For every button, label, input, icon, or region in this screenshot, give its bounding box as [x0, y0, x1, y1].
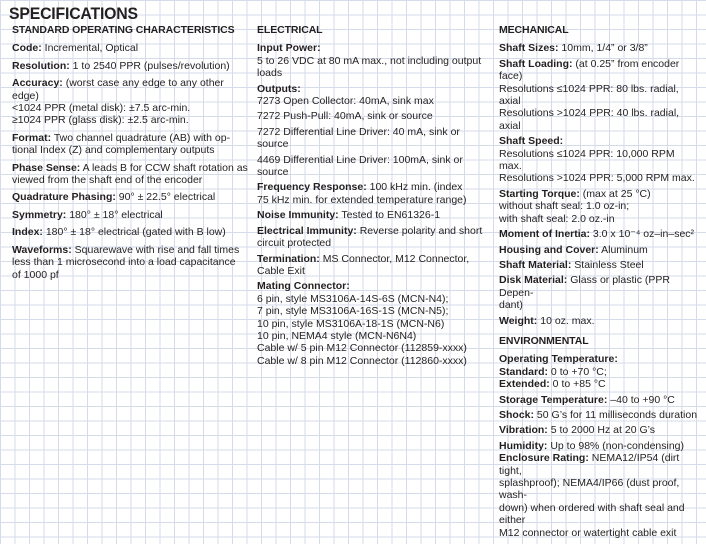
spec-accuracy — [12, 77, 250, 127]
spec-storage-temperature — [499, 394, 699, 406]
vibration-label: Vibration: — [499, 424, 548, 437]
spec-humidity — [499, 440, 699, 452]
spec-mating-connector — [257, 280, 492, 367]
shock-value: 50 G’s for 11 milliseconds duration — [534, 408, 698, 421]
quadrature-value: 90° ± 22.5° electrical — [115, 191, 216, 204]
enclosure-line-4: M12 connector or watertight cable exit — [499, 526, 677, 539]
phase-line-2: viewed from the shaft end of the encoder — [12, 174, 203, 187]
spec-shaft-speed — [499, 135, 699, 185]
enclosure-line-3: down) when ordered with shaft seal and either — [499, 501, 685, 527]
spec-moment-of-inertia — [499, 228, 699, 240]
spec-frequency-response — [257, 181, 492, 206]
format-line-2: tional Index (Z) and complementary outputs — [12, 144, 215, 157]
spec-enclosure-rating — [499, 452, 699, 539]
outputs-7272-line-driver: 7272 Differential Line Driver: 40 mA, sink or — [257, 125, 460, 138]
resolution-value: 1 to 2540 PPR (pulses/revolution) — [69, 59, 230, 72]
format-label: Format: — [12, 131, 52, 144]
shock-label: Shock: — [499, 408, 535, 421]
page-title: SPECIFICATIONS — [9, 4, 138, 23]
spec-vibration — [499, 424, 699, 436]
weight-value: 10 oz. max. — [537, 314, 595, 327]
weight-label: Weight: — [499, 314, 538, 327]
electrical-section — [257, 24, 492, 370]
torque-value: (max at 25 °C) — [579, 187, 651, 200]
spec-index — [12, 226, 250, 238]
spec-resolution — [12, 60, 250, 72]
inertia-value: 3.0 x 10⁻⁴ oz–in–sec² — [590, 228, 695, 241]
mating-10-pin: 10 pin, style MS3106A-18-1S (MCN-N6) — [257, 317, 445, 330]
storage-label: Storage Temperature: — [499, 393, 608, 406]
spec-shaft-material — [499, 259, 699, 271]
shaft-speed-label: Shaft Speed: — [499, 135, 564, 148]
symmetry-label: Symmetry: — [12, 208, 67, 221]
vibration-value: 5 to 2000 Hz at 20 G’s — [547, 424, 656, 437]
index-value: 180° ± 18° electrical (gated with B low) — [42, 226, 226, 239]
shaft-loading-label: Shaft Loading: — [499, 57, 573, 70]
humidity-value: Up to 98% (non-condensing) — [547, 439, 685, 452]
disk-label: Disk Material: — [499, 274, 568, 287]
humidity-label: Humidity: — [499, 439, 548, 452]
inertia-label: Moment of Inertia: — [499, 228, 590, 241]
spec-shock — [499, 409, 699, 421]
extended-temp-label: Extended: — [499, 378, 550, 391]
accuracy-value: (worst case any edge to any other edge) — [12, 77, 224, 102]
outputs-open-collector: 7273 Open Collector: 40mA, sink max — [257, 95, 434, 108]
spec-shaft-sizes — [499, 42, 699, 54]
spec-symmetry — [12, 209, 250, 221]
outputs-7272-source: source — [257, 138, 289, 151]
termination-line-2: Cable Exit — [257, 264, 305, 277]
termination-value: MS Connector, M12 Connector, — [319, 252, 470, 265]
spec-waveforms — [12, 244, 250, 281]
format-value: Two channel quadrature (AB) with op- — [51, 131, 231, 144]
mating-10-pin-nema4: 10 pin, NEMA4 style (MCN-N6N4) — [257, 329, 417, 342]
accuracy-label: Accuracy: — [12, 77, 63, 90]
electrical-immunity-label: Electrical Immunity: — [257, 224, 357, 237]
spec-termination — [257, 253, 492, 278]
spec-operating-temperature — [499, 353, 699, 390]
frequency-label: Frequency Response: — [257, 181, 367, 194]
shaft-sizes-value: 10mm, 1/4” or 3/8” — [558, 42, 648, 55]
input-power-line-1: 5 to 26 VDC at 80 mA max., not including output — [257, 54, 482, 67]
outputs-label: Outputs: — [257, 82, 301, 95]
shaft-material-label: Shaft Material: — [499, 258, 572, 271]
spec-starting-torque — [499, 188, 699, 225]
housing-label: Housing and Cover: — [499, 243, 599, 256]
housing-value: Aluminum — [598, 243, 648, 256]
extended-temp-value: 0 to +85 °C — [549, 378, 606, 391]
frequency-line-2: 75 kHz min. for extended temperature range) — [257, 193, 467, 206]
spec-shaft-loading — [499, 58, 699, 132]
frequency-value: 100 kHz min. (index — [366, 181, 463, 194]
outputs-4469-line-driver: 4469 Differential Line Driver: 100mA, sink or — [257, 153, 463, 166]
electrical-immunity-value: Reverse polarity and short — [356, 224, 483, 237]
symmetry-value: 180° ± 18° electrical — [66, 208, 163, 221]
input-power-label: Input Power: — [257, 42, 321, 55]
waveforms-label: Waveforms: — [12, 243, 72, 256]
waveforms-line-2: less than 1 microsecond into a load capacitance — [12, 256, 236, 269]
spec-noise-immunity — [257, 209, 492, 221]
phase-value: A leads B for CCW shaft rotation as — [80, 161, 248, 174]
shaft-speed-line-2: Resolutions >1024 PPR: 5,000 RPM max. — [499, 172, 695, 185]
environmental-heading: ENVIRONMENTAL — [499, 334, 589, 347]
waveforms-line-3: of 1000 pf — [12, 268, 59, 281]
input-power-line-2: loads — [257, 67, 283, 80]
index-label: Index: — [12, 226, 43, 239]
standard-operating-section — [12, 24, 250, 286]
electrical-heading: ELECTRICAL — [257, 24, 323, 36]
noise-label: Noise Immunity: — [257, 209, 339, 222]
spec-disk-material — [499, 274, 699, 311]
accuracy-line-metal: <1024 PPR (metal disk): ±7.5 arc-min. — [12, 102, 191, 115]
shaft-loading-line-3: Resolutions >1024 PPR: 40 lbs. radial, axial — [499, 107, 680, 132]
torque-line-2: without shaft seal: 1.0 oz-in; — [499, 200, 630, 213]
waveforms-value: Squarewave with rise and fall times — [71, 243, 240, 256]
spec-format — [12, 132, 250, 157]
outputs-4469-source: source — [257, 166, 289, 179]
noise-value: Tested to EN61326-1 — [338, 209, 441, 222]
termination-label: Termination: — [257, 252, 320, 265]
accuracy-line-glass: ≥1024 PPR (glass disk): ±2.5 arc-min. — [12, 114, 189, 127]
mating-label: Mating Connector: — [257, 280, 350, 293]
torque-line-3: with shaft seal: 2.0 oz.-in — [499, 212, 615, 225]
code-label: Code: — [12, 42, 42, 55]
shaft-sizes-label: Shaft Sizes: — [499, 42, 559, 55]
disk-value: Glass or plastic (PPR Depen- — [499, 274, 670, 299]
mating-6-pin: 6 pin, style MS3106A-14S-6S (MCN-N4); — [257, 292, 449, 305]
mating-cable-8-pin: Cable w/ 8 pin M12 Connector (112860-xxxx) — [257, 354, 467, 367]
mechanical-section — [499, 24, 699, 544]
outputs-push-pull: 7272 Push-Pull: 40mA, sink or source — [257, 110, 433, 123]
spec-weight — [499, 315, 699, 327]
enclosure-line-2: splashproof); NEMA4/IP66 (dust proof, wash- — [499, 477, 680, 502]
quadrature-label: Quadrature Phasing: — [12, 191, 116, 204]
resolution-label: Resolution: — [12, 59, 70, 72]
torque-label: Starting Torque: — [499, 187, 580, 200]
disk-line-2: dant) — [499, 299, 523, 312]
storage-value: –40 to +90 °C — [607, 393, 675, 406]
code-value: Incremental, Optical — [41, 42, 139, 55]
shaft-loading-value: (at 0.25” from encoder face) — [499, 57, 680, 83]
enclosure-label: Enclosure Rating: — [499, 452, 589, 465]
spec-electrical-immunity — [257, 225, 492, 250]
standard-temp-label: Standard: — [499, 365, 549, 378]
mating-7-pin: 7 pin, style MS3106A-16S-1S (MCN-N5); — [257, 305, 449, 318]
spec-code — [12, 42, 250, 54]
spec-housing-cover — [499, 244, 699, 256]
electrical-immunity-line-2: circuit protected — [257, 237, 332, 250]
spec-quadrature-phasing — [12, 191, 250, 203]
shaft-material-value: Stainless Steel — [571, 258, 644, 271]
enclosure-value: NEMA12/IP54 (dirt tight, — [499, 452, 680, 477]
standard-temp-value: 0 to +70 °C; — [548, 365, 607, 378]
mating-cable-5-pin: Cable w/ 5 pin M12 Connector (112859-xxxx) — [257, 342, 467, 355]
op-temp-label: Operating Temperature: — [499, 353, 618, 366]
phase-label: Phase Sense: — [12, 161, 81, 174]
spec-input-power — [257, 42, 492, 79]
standard-operating-heading: STANDARD OPERATING CHARACTERISTICS — [12, 24, 235, 36]
shaft-loading-line-2: Resolutions ≤1024 PPR: 80 lbs. radial, axial — [499, 82, 679, 108]
shaft-speed-line-1: Resolutions ≤1024 PPR: 10,000 RPM max. — [499, 147, 675, 173]
spec-outputs — [257, 83, 492, 179]
mechanical-heading: MECHANICAL — [499, 24, 569, 36]
spec-phase-sense — [12, 162, 250, 187]
